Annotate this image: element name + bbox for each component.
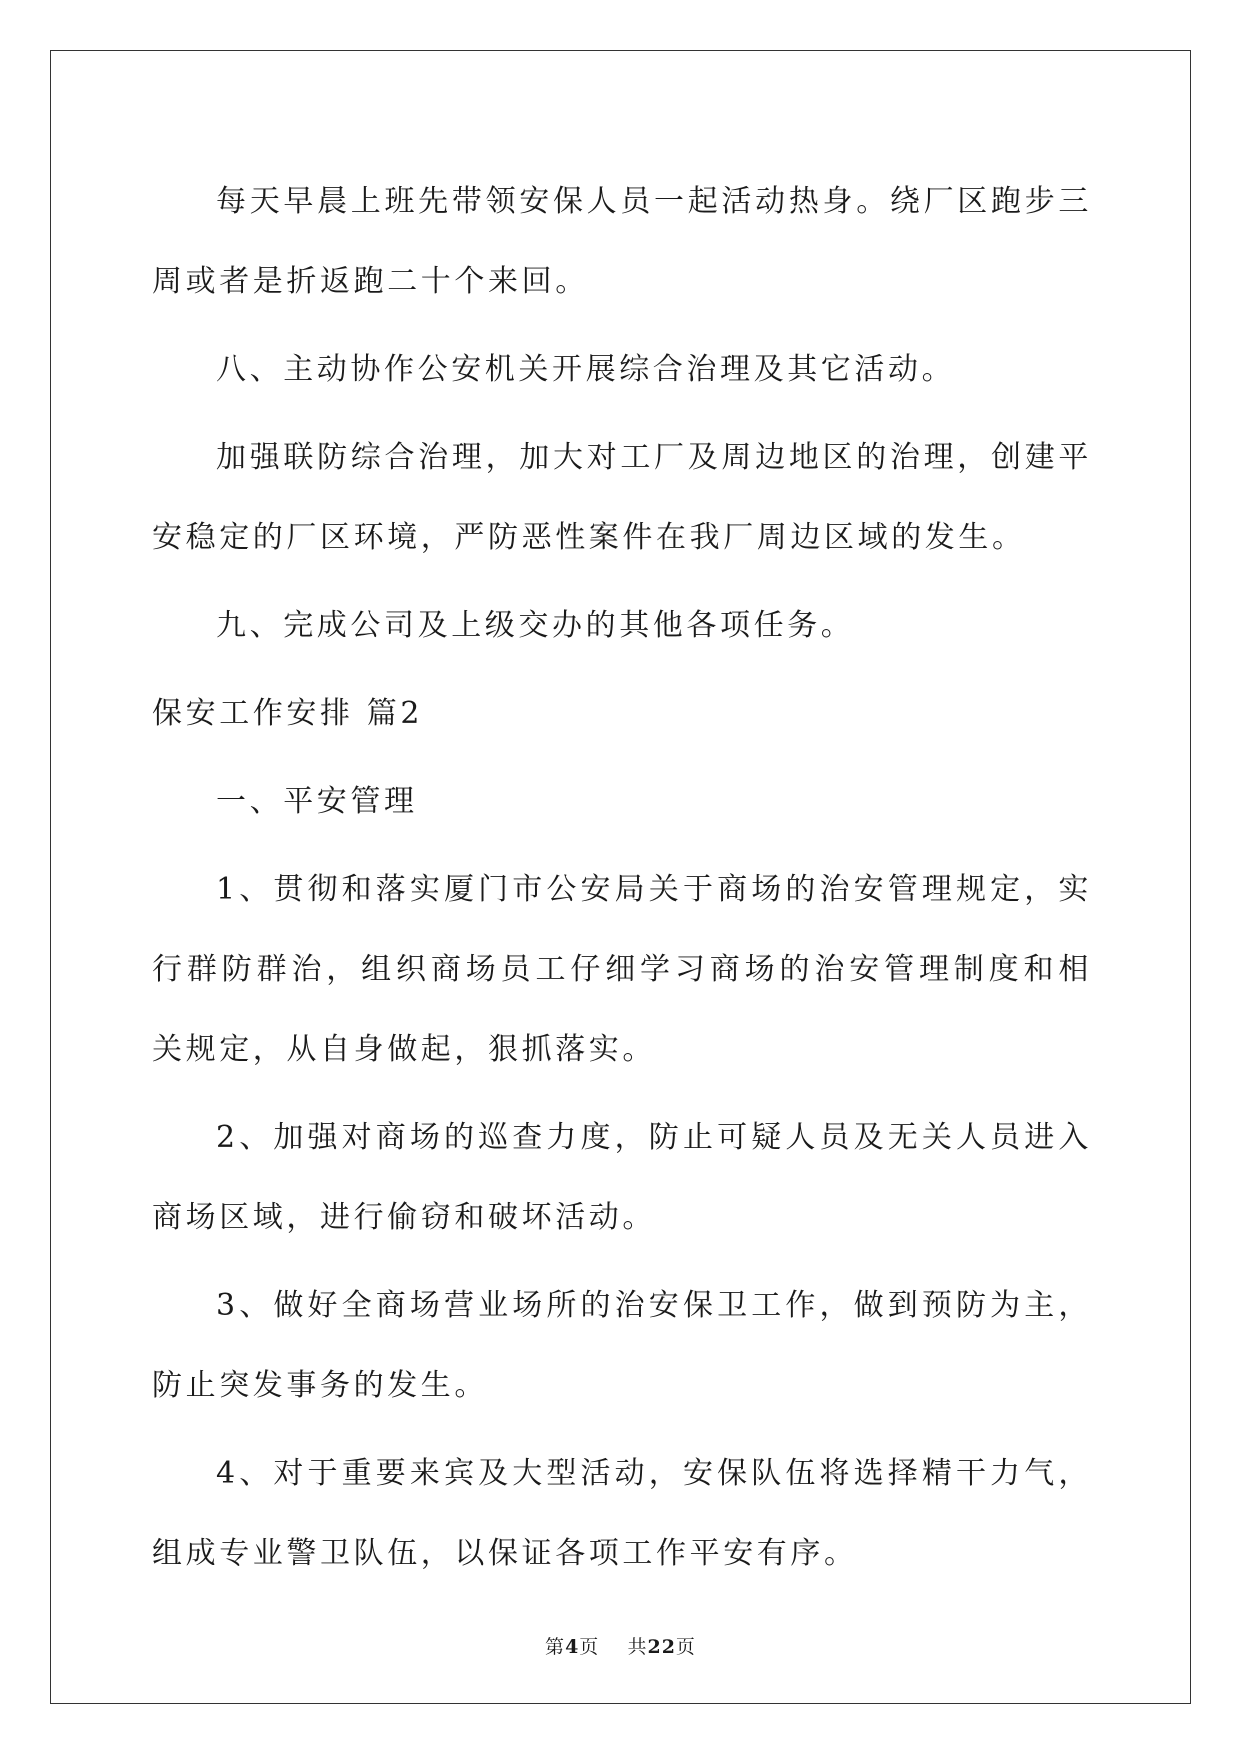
paragraph: 1、贯彻和落实厦门市公安局关于商场的治安管理规定，实行群防群治，组织商场员工仔细学习商场的治安管理制度和相关规定，从自身做起，狠抓落实。 (152, 872, 1092, 1067)
paragraph: 3、做好全商场营业场所的治安保卫工作，做到预防为主，防止突发事务的发生。 (152, 1288, 1092, 1403)
paragraph: 2、加强对商场的巡查力度，防止可疑人员及无关人员进入商场区域，进行偷窃和破坏活动。 (152, 1120, 1092, 1235)
paragraph: 九、完成公司及上级交办的其他各项任务。 (216, 608, 855, 643)
footer-middle: 页 共 (579, 1636, 648, 1658)
paragraph: 4、对于重要来宾及大型活动，安保队伍将选择精干力气，组成专业警卫队伍，以保证各项工作平安有序。 (152, 1456, 1092, 1571)
current-page-number: 4 (565, 1636, 580, 1658)
page-footer (0, 1632, 1241, 1659)
footer-prefix: 第 (545, 1636, 566, 1658)
footer-suffix: 页 (675, 1636, 696, 1658)
document-body (152, 162, 1092, 1602)
paragraph: 每天早晨上班先带领安保人员一起活动热身。绕厂区跑步三周或者是折返跑二十个来回。 (152, 184, 1092, 299)
total-page-number: 22 (647, 1636, 676, 1658)
paragraph: 一、平安管理 (216, 784, 418, 819)
paragraph: 加强联防综合治理，加大对工厂及周边地区的治理，创建平安稳定的厂区环境，严防恶性案件在我厂周边区域的发生。 (152, 440, 1092, 555)
paragraph: 八、主动协作公安机关开展综合治理及其它活动。 (216, 352, 956, 387)
section-title: 保安工作安排 篇2 (152, 696, 424, 731)
